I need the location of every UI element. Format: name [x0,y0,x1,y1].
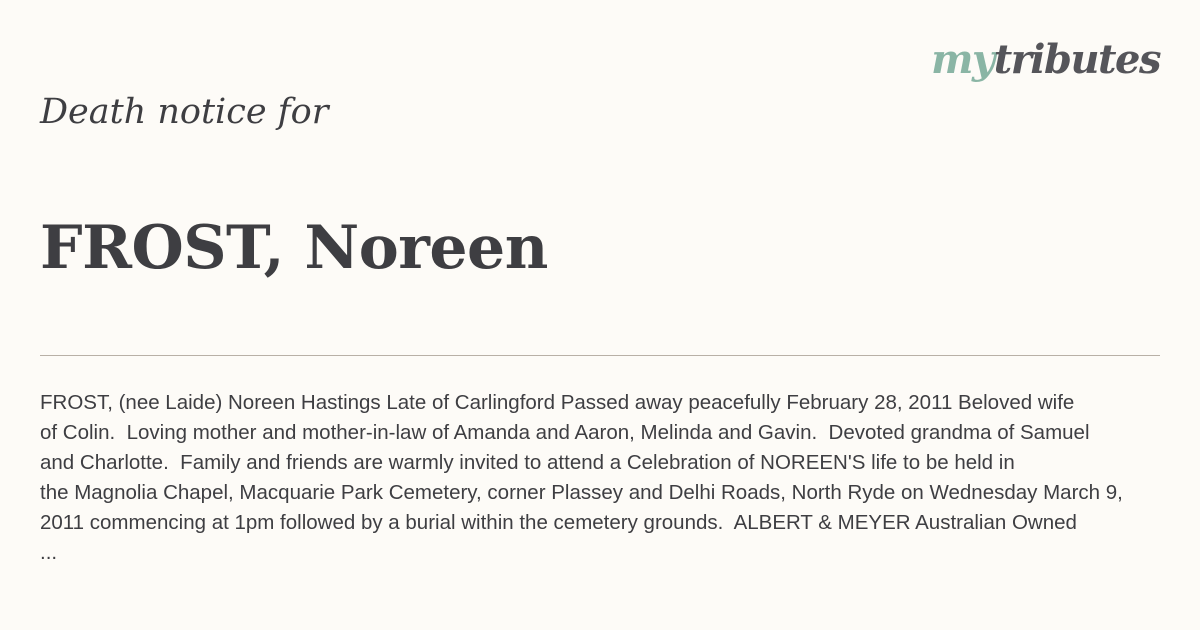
notice-text [40,388,1200,568]
notice-line: 2011 commencing at 1pm followed by a burial within the cemetery grounds. ALBERT & MEYER Australian Owned [40,511,1077,534]
logo-tributes: tributes [993,36,1160,83]
notice-line: the Magnolia Chapel, Macquarie Park Cemetery, corner Plassey and Delhi Roads, North Ryde on Wednesday March 9, [40,481,1123,504]
deceased-name: FROST, Noreen [40,213,548,283]
death-notice-label: Death notice for [40,92,329,132]
mytributes-logo [931,32,1160,88]
divider [40,355,1160,356]
notice-ellipsis: ... [40,541,58,564]
notice-line: and Charlotte. Family and friends are warmly invited to attend a Celebration of NOREEN'S life to be held in [40,451,1015,474]
notice-line: FROST, (nee Laide) Noreen Hastings Late of Carlingford Passed away peacefully February 28, 2011 Beloved wife [40,391,1075,414]
notice-line: of Colin. Loving mother and mother-in-law of Amanda and Aaron, Melinda and Gavin. Devoted grandma of Samuel [40,421,1090,444]
logo-my: my [931,36,994,83]
